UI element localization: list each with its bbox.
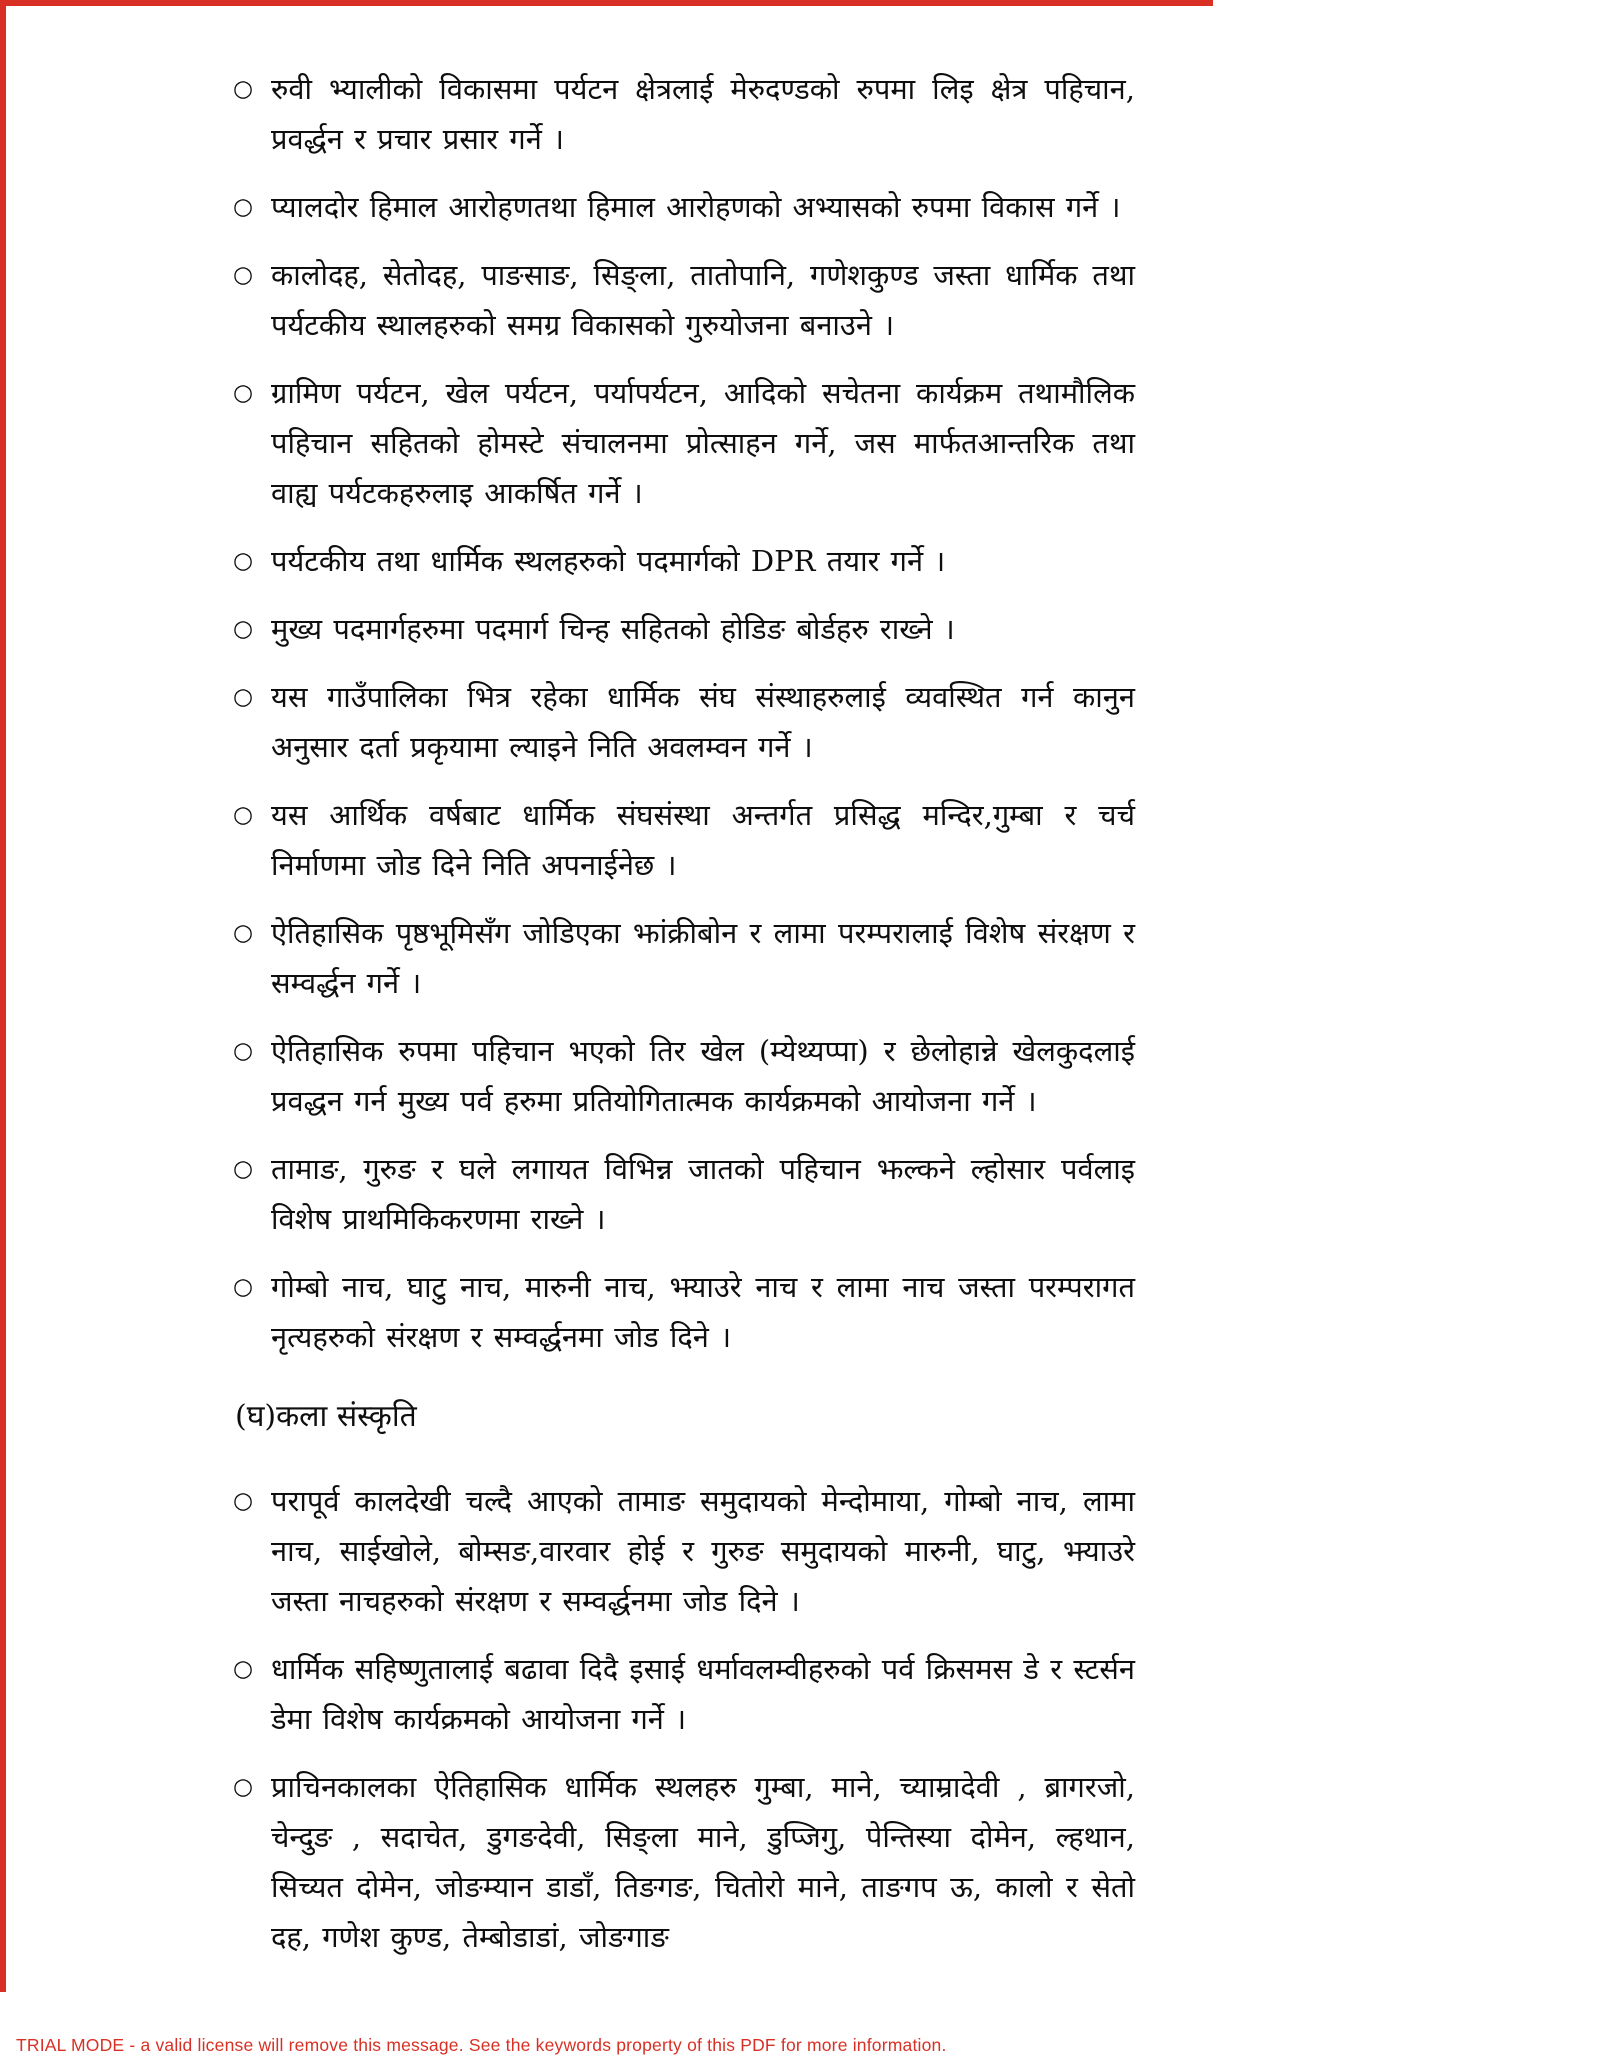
bullet-text: कालोदह, सेतोदह, पाङसाङ, सिङ्ला, तातोपानि, गणेशकुण्ड जस्ता धार्मिक तथा पर्यटकीय स्थालहरुको समग्र विकासको गुरुयोजना बनाउने । <box>271 258 1135 342</box>
bullet-item <box>233 1762 1135 1962</box>
bullet-item <box>233 64 1135 164</box>
bullet-item <box>233 536 1135 586</box>
trial-red-border-left <box>0 0 6 1992</box>
circle-bullet-icon: ○ <box>233 1656 254 1682</box>
bullet-text: रुवी भ्यालीको विकासमा पर्यटन क्षेत्रलाई मेरुदण्डको रुपमा लिइ क्षेत्र पहिचान, प्रवर्द्धन र प्रचार प्रसार गर्ने । <box>271 72 1135 156</box>
bullet-text: प्राचिनकालका ऐतिहासिक धार्मिक स्थलहरु गुम्बा, माने, च्याम्रादेवी , ब्रागरजो, चेन्दुङ , सदाचेत, डुगङदेवी, सिङ्ला माने, डुप्जिगु, पेन्तिस्या दोमेन, ल्हथान, सिच्यत दोमेन, जोङम्यान डाडाँ, तिङगङ, चितोरो माने, ताङगप ऊ, कालो र सेतो दह, गणेश कुण्ड, तेम्बोडाडां, जोङगाङ <box>271 1770 1135 1954</box>
circle-bullet-icon: ○ <box>233 76 254 102</box>
bullet-item <box>233 368 1135 518</box>
bullet-item <box>233 182 1135 232</box>
document-body <box>233 64 1135 1980</box>
circle-bullet-icon: ○ <box>233 1038 254 1064</box>
bullet-item <box>233 250 1135 350</box>
bullet-item <box>233 908 1135 1008</box>
circle-bullet-icon: ○ <box>233 194 254 220</box>
section-heading-kala-sanskriti: (घ)कला संस्कृति <box>235 1399 417 1434</box>
bullet-text: ऐतिहासिक रुपमा पहिचान भएको तिर खेल (म्येथ्यप्पा) र छेलोहान्ने खेलकुदलाई प्रवद्धन गर्न मुख्य पर्व हरुमा प्रतियोगितात्मक कार्यक्रमको आयोजना गर्ने । <box>271 1034 1135 1118</box>
bullet-item <box>233 790 1135 890</box>
circle-bullet-icon: ○ <box>233 802 254 828</box>
bullet-text: प्यालदोर हिमाल आरोहणतथा हिमाल आरोहणको अभ्यासको रुपमा विकास गर्ने । <box>271 190 1121 224</box>
circle-bullet-icon: ○ <box>233 380 254 406</box>
circle-bullet-icon: ○ <box>233 920 254 946</box>
bullet-item <box>233 672 1135 772</box>
culture-bullet-list <box>233 1476 1135 1962</box>
bullet-item <box>233 1026 1135 1126</box>
bullet-text: तामाङ, गुरुङ र घले लगायत विभिन्न जातको पहिचान झल्कने ल्होसार पर्वलाइ विशेष प्राथमिकिकरणमा राख्ने । <box>271 1152 1135 1236</box>
bullet-item <box>233 1476 1135 1626</box>
bullet-text: धार्मिक सहिष्णुतालाई बढावा दिदै इसाई धर्मावलम्वीहरुको पर्व क्रिसमस डे र स्टर्सन डेमा विशेष कार्यक्रमको आयोजना गर्ने । <box>271 1652 1135 1736</box>
circle-bullet-icon: ○ <box>233 1488 254 1514</box>
bullet-item <box>233 1644 1135 1744</box>
bullet-text: परापूर्व कालदेखी चल्दै आएको तामाङ समुदायको मेन्दोमाया, गोम्बो नाच, लामा नाच, साईखोले, बोम्सङ,वारवार होई र गुरुङ समुदायको मारुनी, घाटु, झ्याउरे जस्ता नाचहरुको संरक्षण र सम्वर्द्धनमा जोड दिने । <box>271 1484 1135 1618</box>
bullet-text: ऐतिहासिक पृष्ठभूमिसँग जोडिएका झांक्रीबोन र लामा परम्परालाई विशेष संरक्षण र सम्वर्द्धन गर्ने । <box>271 916 1135 1000</box>
bullet-text: ग्रामिण पर्यटन, खेल पर्यटन, पर्यापर्यटन, आदिको सचेतना कार्यक्रम तथामौलिक पहिचान सहितको होमस्टे संचालनमा प्रोत्साहन गर्ने, जस मार्फतआन्तरिक तथा वाह्य पर्यटकहरुलाइ आकर्षित गर्ने । <box>271 376 1135 510</box>
bullet-item <box>233 1144 1135 1244</box>
trial-red-border-top <box>0 0 1213 6</box>
circle-bullet-icon: ○ <box>233 1274 254 1300</box>
bullet-text: गोम्बो नाच, घाटु नाच, मारुनी नाच, झ्याउरे नाच र लामा नाच जस्ता परम्परागत नृत्यहरुको संरक्षण र सम्वर्द्धनमा जोड दिने । <box>271 1270 1135 1354</box>
bullet-text: मुख्य पदमार्गहरुमा पदमार्ग चिन्ह सहितको होडिङ बोर्डहरु राख्ने । <box>271 612 955 646</box>
circle-bullet-icon: ○ <box>233 616 254 642</box>
bullet-item <box>233 604 1135 654</box>
circle-bullet-icon: ○ <box>233 1156 254 1182</box>
circle-bullet-icon: ○ <box>233 548 254 574</box>
trial-mode-notice: TRIAL MODE - a valid license will remove this message. See the keywords property of this PDF for more information. <box>16 2035 947 2055</box>
circle-bullet-icon: ○ <box>233 1774 254 1800</box>
bullet-text: पर्यटकीय तथा धार्मिक स्थलहरुको पदमार्गको DPR तयार गर्ने । <box>271 544 946 578</box>
bullet-item <box>233 1262 1135 1362</box>
circle-bullet-icon: ○ <box>233 262 254 288</box>
tourism-bullet-list <box>233 64 1135 1362</box>
bullet-text: यस गाउँपालिका भित्र रहेका धार्मिक संघ संस्थाहरुलाई व्यवस्थित गर्न कानुन अनुसार दर्ता प्रकृयामा ल्याइने निति अवलम्वन गर्ने । <box>271 680 1135 764</box>
circle-bullet-icon: ○ <box>233 684 254 710</box>
bullet-text: यस आर्थिक वर्षबाट धार्मिक संघसंस्था अन्तर्गत प्रसिद्ध मन्दिर,गुम्बा र चर्च निर्माणमा जोड दिने निति अपनाईनेछ । <box>271 798 1135 882</box>
